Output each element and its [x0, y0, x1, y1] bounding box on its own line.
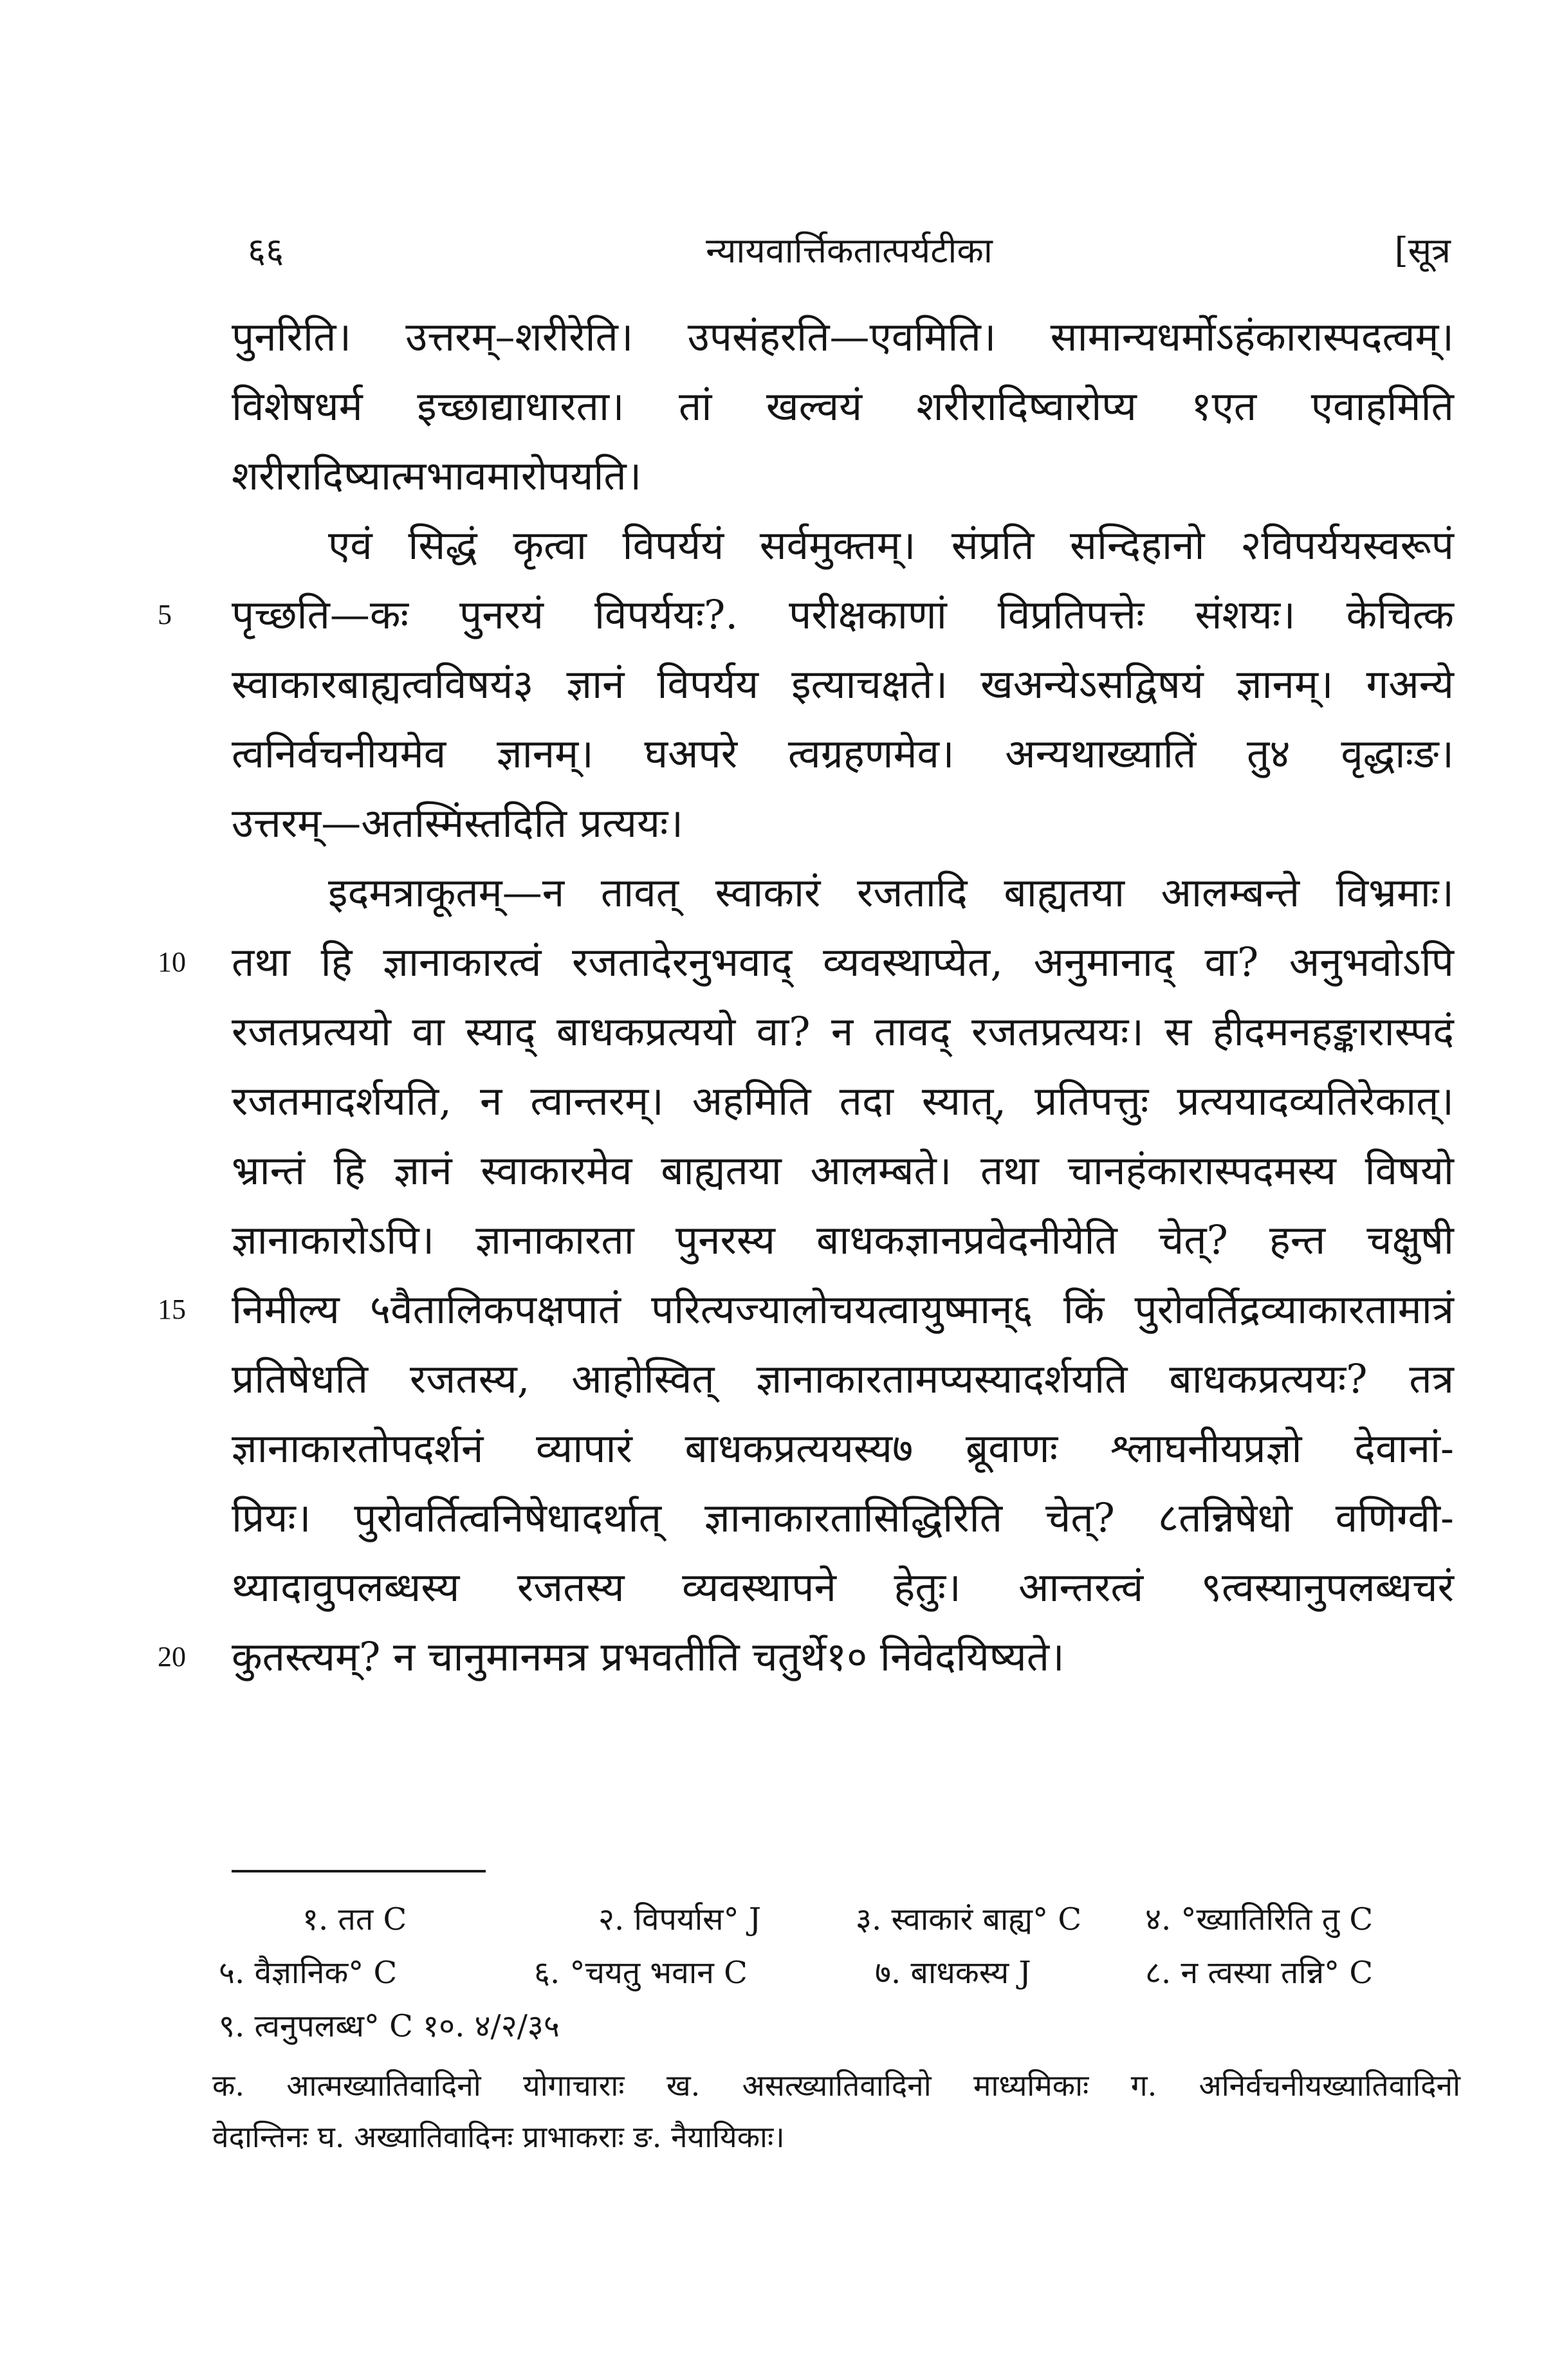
line-text: प्रतिषेधति रजतस्य, आहोस्वित् ज्ञानाकारतामप्यस्यादर्शयति बाधकप्रत्ययः? तत्र: [232, 1355, 1454, 1402]
text-line: [232, 302, 1454, 372]
text-line: [232, 511, 1454, 580]
running-header: [248, 225, 1451, 283]
line-number: 20: [158, 1641, 186, 1672]
text-line: [232, 650, 1454, 719]
line-number: 10: [158, 946, 186, 978]
footnotes-row-2: [212, 1951, 1460, 1996]
line-text: पृच्छति—कः पुनरयं विपर्ययः?. परीक्षकाणां विप्रतिपत्तेः संशयः। केचित्क: [232, 591, 1454, 638]
line-number: 15: [158, 1294, 186, 1325]
line-text: कुतस्त्यम्? न चानुमानमत्र प्रभवतीति चतुर्थे१० निवेदयिष्यते।: [232, 1633, 1065, 1680]
line-text: एवं सिद्धं कृत्वा विपर्ययं सर्वमुक्तम्। संप्रति सन्दिहानो २विपर्ययस्वरूपं: [328, 522, 1454, 569]
text-line: [158, 580, 1454, 650]
line-text: स्वाकारबाह्यत्वविषयं३ ज्ञानं विपर्यय इत्याचक्षते। खअन्येऽसद्विषयं ज्ञानम्। गअन्ये: [232, 661, 1454, 708]
line-text: रजतमादर्शयति, न त्वान्तरम्। अहमिति तदा स्यात्, प्रतिपत्तुः प्रत्ययादव्यतिरेकात्।: [232, 1077, 1454, 1124]
text-line: [232, 858, 1454, 928]
line-text: तथा हि ज्ञानाकारत्वं रजतादेरनुभवाद् व्यवस्थाप्येत, अनुमानाद् वा? अनुभवोऽपि: [232, 938, 1454, 985]
text-line: [232, 719, 1454, 789]
text-line: [232, 1414, 1454, 1483]
line-text: विशेषधर्म इच्छाद्याधारता। तां खल्वयं शरीरादिष्वारोप्य १एत एवाहमिति: [232, 383, 1454, 430]
text-line: [232, 789, 1454, 858]
line-text: निमील्य ५वैतालिकपक्षपातं परित्यज्यालोचयत्वायुष्मान्६ किं पुरोवर्तिद्रव्याकारतामात्रं: [232, 1286, 1454, 1333]
footnote: ७. बाधकस्य J: [875, 1955, 1031, 1991]
footnote: १. तत C: [302, 1901, 407, 1937]
line-text: इदमत्राकूतम्—न तावत् स्वाकारं रजतादि बाह्यतया आलम्बन्ते विभ्रमाः।: [328, 869, 1454, 916]
footnotes-row-3: [212, 2004, 1460, 2049]
text-line: [232, 1483, 1454, 1553]
note-line: क. आत्मख्यातिवादिनो योगाचाराः ख. असत्ख्यातिवादिनो माध्यमिकाः ग. अनिर्वचनीयख्यातिवादिनो: [212, 2068, 1460, 2103]
text-line: [158, 928, 1454, 997]
text-line: [232, 1553, 1454, 1622]
line-text: थ्यादावुपलब्धस्य रजतस्य व्यवस्थापने हेतुः। आन्तरत्वं ९त्वस्यानुपलब्धचरं: [232, 1564, 1454, 1611]
text-line: [232, 1066, 1454, 1136]
text-line: [232, 997, 1454, 1066]
note-line: वेदान्तिनः घ. अख्यातिवादिनः प्राभाकराः ङ. नैयायिकाः।: [212, 2119, 785, 2154]
footnote: ९. त्वनुपलब्ध° C १०. ४/२/३५: [219, 2008, 560, 2044]
footnote: ३. स्वाकारं बाह्य° C: [856, 1901, 1082, 1937]
line-number: 5: [158, 599, 172, 630]
footnote: ५. वैज्ञानिक° C: [219, 1955, 398, 1991]
text-line: [232, 372, 1454, 441]
text-line: [232, 1344, 1454, 1414]
text-line: [158, 1275, 1454, 1344]
line-text: शरीरादिष्यात्मभावमारोपयति।: [232, 452, 642, 499]
text-line: [232, 441, 1454, 511]
line-text: रजतप्रत्ययो वा स्याद् बाधकप्रत्ययो वा? न तावद् रजतप्रत्ययः। स हीदमनहङ्कारास्पदं: [232, 1008, 1454, 1055]
page-number: ६६: [248, 230, 284, 271]
footnote: ४. °ख्यातिरिति तु C: [1145, 1901, 1374, 1937]
text-line: [232, 1205, 1454, 1275]
line-text: ज्ञानाकारतोपदर्शनं व्यापारं बाधकप्रत्ययस्य७ ब्रूवाणः श्लाघनीयप्रज्ञो देवानां-: [232, 1425, 1454, 1472]
line-text: भ्रान्तं हि ज्ञानं स्वाकारमेव बाह्यतया आलम्बते। तथा चानहंकारास्पदमस्य विषयो: [232, 1147, 1454, 1194]
line-text: उत्तरम्—अतस्मिंस्तदिति प्रत्ययः।: [232, 800, 683, 847]
text-line: [158, 1622, 1454, 1692]
section-label: [सूत्र: [1394, 230, 1451, 271]
line-text: पुनरिति। उत्तरम्–शरीरेति। उपसंहरति—एवमिति। सामान्यधर्मोऽहंकारास्पदत्वम्।: [232, 313, 1454, 360]
running-title: न्यायवार्त्तिकतात्पर्यटीका: [706, 230, 993, 271]
body-text: [158, 302, 1454, 1692]
footnote-divider: [232, 1870, 486, 1872]
footnote: ८. न त्वस्या तन्नि° C: [1145, 1955, 1374, 1991]
line-text: ज्ञानाकारोऽपि। ज्ञानाकारता पुनरस्य बाधकज्ञानप्रवेदनीयेति चेत्? हन्त चक्षुषी: [232, 1216, 1454, 1263]
footnote: ६. °चयतु भवान C: [534, 1955, 748, 1991]
line-text: त्वनिर्वचनीयमेव ज्ञानम्। घअपरे त्वग्रहणमेव। अन्यथाख्यातिं तु४ वृद्धाःङ।: [232, 730, 1454, 777]
footnote: २. विपर्यास° J: [598, 1901, 762, 1937]
line-text: प्रियः। पुरोवर्तित्वनिषेधादर्थात् ज्ञानाकारतासिद्धिरिति चेत्? ८तन्निषेधो वणिग्वी-: [232, 1494, 1454, 1541]
footnotes-row-1: [212, 1898, 1460, 1943]
text-line: [232, 1136, 1454, 1205]
